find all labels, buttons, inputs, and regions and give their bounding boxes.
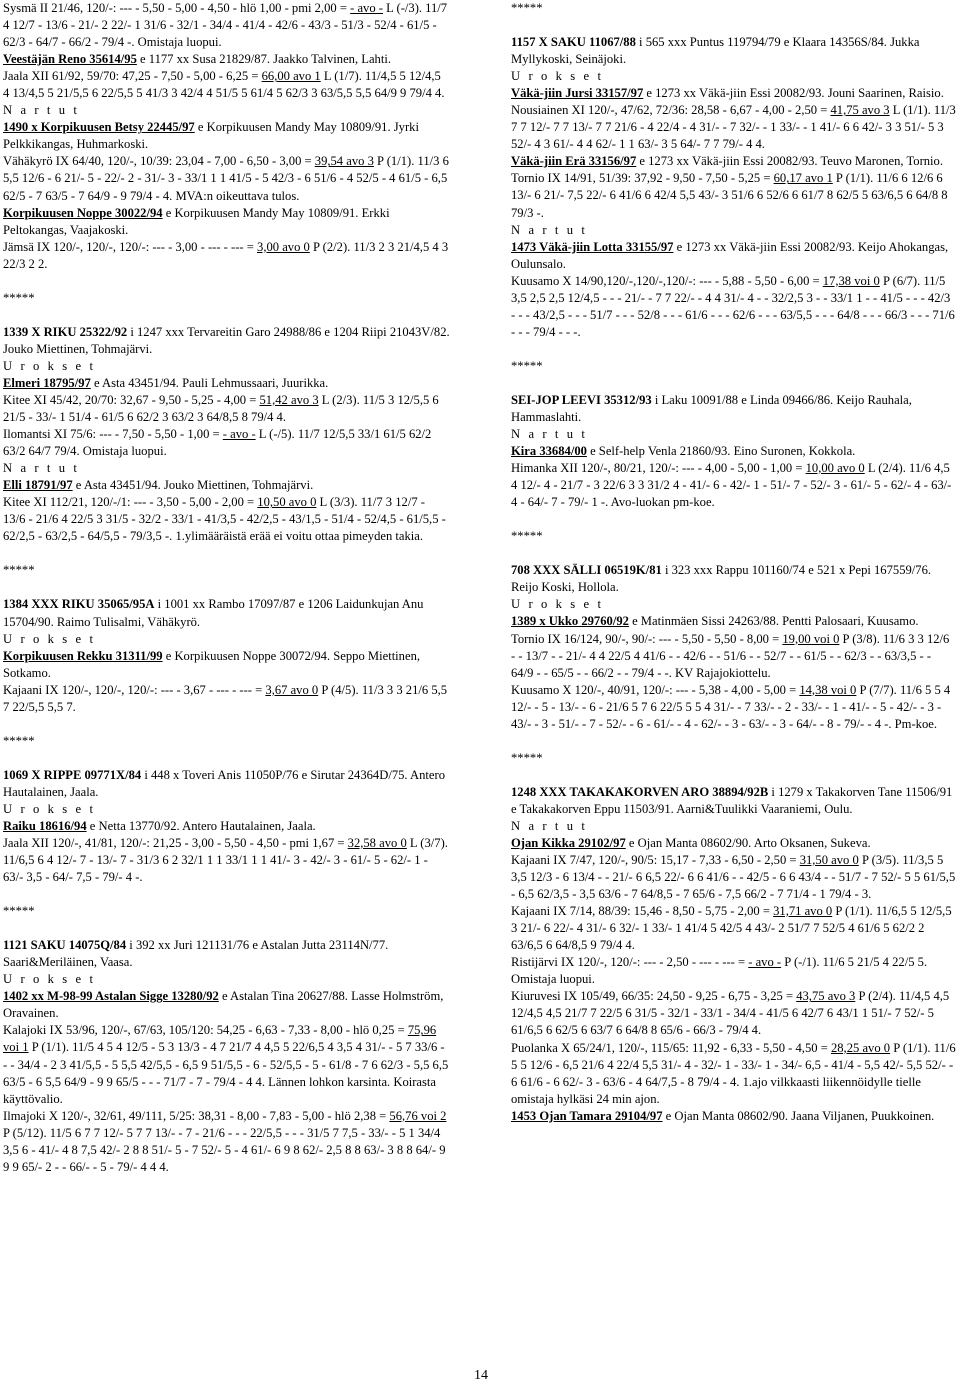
text-run: e Ojan Manta 08602/90. Arto Oksanen, Sukeva.: [625, 835, 871, 850]
paragraph: [511, 835, 956, 852]
paragraph: [3, 392, 450, 426]
paragraph: [511, 988, 956, 1039]
paragraph: [511, 34, 956, 68]
score-result: 75,96 voi 1: [3, 1023, 437, 1055]
text-run: i 565 xxx Puntus 119794/79 e Klaara 14356S/84. Jukka Myllykoski, Seinäjoki.: [511, 35, 920, 67]
text-run: Himanka XII 120/-, 80/21, 120/-: --- - 4,00 - 5,00 - 1,00 =: [511, 461, 806, 476]
text-run: Vähäkyrö IX 64/40, 120/-, 10/39: 23,04 - 7,00 - 6,50 - 3,00 =: [3, 154, 315, 169]
dog-name: 1389 x Ukko 29760/92: [511, 614, 629, 629]
paragraph: [511, 631, 956, 682]
sire-entry: 1157 X SAKU 11067/88: [511, 35, 636, 50]
paragraph: [511, 682, 956, 733]
text-run: e Ojan Manta 08602/90. Jaana Viljanen, Puukkoinen.: [662, 1108, 935, 1123]
text-run: Sysmä II 21/46, 120/-: --- - 5,50 - 5,00 - 4,50 - hlö 1,00 - pmi 2,00 =: [3, 1, 351, 15]
section-heading: U r o k s e t: [3, 358, 96, 373]
paragraph: [3, 835, 450, 886]
dog-name: Elmeri 18795/97: [3, 375, 91, 390]
text-run: Kitee XI 45/42, 20/70: 32,67 - 9,50 - 5,25 - 4,00 =: [3, 392, 260, 407]
sire-entry: 1339 X RIKU 25322/92: [3, 324, 128, 339]
text-run: Kajaani IX 7/47, 120/-, 90/5: 15,17 - 7,33 - 6,50 - 2,50 =: [511, 853, 800, 868]
sire-entry: 1384 XXX RIKU 35065/95A: [3, 597, 155, 612]
text-run: L (2/4). 11/6 4,5 4 12/- 4 - 21/7 - 3 22/6 3 3 31/2 4 - 41/- 6 - 42/- 1 - 51/- 7 - 52/- 3 - 61/- 5 - 62/- 4 - 63/- 4 - 64/- 7 - 79/- 1 -. Avo-luokan pm-koe.: [511, 461, 952, 510]
sire-entry: 708 XXX SÄLLI 06519K/81: [511, 563, 662, 578]
score-result: 3,00 avo 0: [257, 239, 310, 254]
paragraph: [511, 102, 956, 153]
spacer: [511, 733, 956, 750]
text-run: i 323 xxx Rappu 101160/74 e 521 x Pepi 167559/76. Reijo Koski, Hollola.: [511, 563, 932, 595]
score-result: - avo -: [222, 427, 256, 442]
paragraph: [3, 290, 450, 307]
paragraph: [511, 528, 956, 545]
score-result: 3,67 avo 0: [265, 682, 319, 697]
paragraph: [3, 477, 450, 494]
text-run: Kuusamo X 120/-, 40/91, 120/-: --- - 5,38 - 4,00 - 5,00 =: [511, 682, 800, 697]
text-run: e Asta 43451/94. Pauli Lehmussaari, Juurikka.: [90, 375, 329, 390]
paragraph: [511, 443, 956, 460]
paragraph: [511, 954, 956, 988]
score-result: 14,38 voi 0: [799, 682, 857, 697]
text-run: i 392 xx Juri 121131/76 e Astalan Jutta 23114N/77. Saari&Meriläinen, Vaasa.: [3, 938, 389, 970]
text-run: Tornio IX 16/124, 90/-, 90/-: --- - 5,50 - 5,50 - 8,00 =: [511, 631, 783, 646]
text-run: Kitee XI 112/21, 120/-/1: --- - 3,50 - 5,00 - 2,00 =: [3, 495, 258, 510]
dog-name: Ojan Kikka 29102/97: [511, 835, 626, 850]
section-heading: U r o k s e t: [3, 972, 96, 987]
score-result: 66,00 avo 1: [261, 69, 321, 84]
text-run: i 1247 xxx Tervareitin Garo 24988/86 e 1204 Riipi 21043V/82. Jouko Miettinen, Tohmajärvi.: [3, 324, 450, 356]
paragraph: [3, 733, 450, 750]
text-run: P (1/1). 11/3 6 5,5 12/6 - 6 21/- 5 - 22/- 2 - 31/- 3 - 33/1 1 1 41/5 - 5 42/3 - 6 51/6 - 4 52/5 - 4 61/5 - 6,5 62/5 - 7 63/5 - 7 64/9 - 9 79/4 - 4. MVA:n oikeuttava tulos.: [3, 154, 449, 203]
text-run: Kuusamo X 14/90,120/-,120/-,120/-: --- - 5,88 - 5,50 - 6,00 =: [511, 273, 823, 288]
text-run: P (5/12). 11/5 6 7 7 12/- 5 7 7 13/- - 7 - 21/6 - - - 22/5,5 - - - 31/5 7 7,5 - 33/- - 5 1 34/4 3,5 6 - 41/- 4 8 7,5 42/- 2 8 8 51/- 5 - 7 52/- 5 - 4 61/- 6 9 8 62/- 2,5 8 8 63/- 3 8 8 64/- 9 9 9 65/- 2 - - 66/- - 5 - 79/- 4 4 4.: [3, 1125, 446, 1174]
text-run: *****: [511, 358, 543, 373]
text-run: e 1177 xx Susa 21829/87. Jaakko Talvinen, Lahti.: [136, 52, 391, 67]
paragraph: [511, 903, 956, 954]
text-run: i 1001 xx Rambo 17097/87 e 1206 Laidunkujan Anu 15704/90. Raimo Tulisalmi, Vähäkyrö.: [3, 597, 424, 629]
paragraph: [3, 119, 450, 153]
spacer: [511, 17, 956, 34]
paragraph: [511, 170, 956, 221]
score-result: 10,00 avo 0: [805, 461, 865, 476]
paragraph: [3, 682, 450, 716]
text-run: e Korpikuusen Mandy May 10809/91. Erkki Peltokangas, Vaajakoski.: [3, 205, 390, 237]
paragraph: [3, 51, 450, 68]
paragraph: [3, 375, 450, 392]
score-result: 41,75 avo 3: [830, 103, 890, 118]
text-run: e Astalan Tina 20627/88. Lasse Holmström, Oravainen.: [3, 989, 444, 1021]
score-result: 28,25 avo 0: [830, 1040, 891, 1055]
dog-name: Korpikuusen Rekku 31311/99: [3, 648, 163, 663]
score-result: 43,75 avo 3: [796, 989, 856, 1004]
text-run: i 448 x Toveri Anis 11050P/76 e Sirutar 24364D/75. Antero Hautalainen, Jaala.: [3, 767, 445, 799]
dog-name: 1473 Väkä-jiin Lotta 33155/97: [511, 239, 674, 254]
score-result: 56,76 voi 2: [389, 1108, 447, 1123]
text-run: Kajaani IX 7/14, 88/39: 15,46 - 8,50 - 5,75 - 2,00 =: [511, 904, 774, 919]
text-run: P (-/1). 11/6 5 21/5 4 22/5 5. Omistaja luopui.: [511, 955, 928, 987]
section-heading: U r o k s e t: [511, 69, 604, 84]
text-run: *****: [511, 750, 543, 765]
text-run: Jaala XII 120/-, 41/81, 120/-: 21,25 - 3,00 - 5,50 - 4,50 - pmi 1,67 =: [3, 836, 348, 851]
text-run: P (3/5). 11/3,5 5 3,5 12/3 - 6 13/4 - - 21/- 6 6,5 22/- 6 6 41/6 - - 42/5 - 6 6 43/4 - - 51/7 - 7 52/- 5 5 61/5,5 - 6,5 62/3,5 - 3,5 63/6 - 7 64/8,5 - 7 65/6 - 7,5 66/2 - 7 71/4 - 1 79/4 - 3.: [511, 853, 956, 902]
paragraph: [511, 0, 956, 17]
text-run: L (-/3). 11/7 4 12/7 - 13/6 - 21/- 2 22/- 1 31/6 - 32/1 - 34/4 - 41/4 - 42/6 - 43/3 - 51/3 - 52/4 - 61/5 - 62/3 - 64/7 - 66/2 - 79/4 -. Omistaja luopui.: [3, 1, 448, 50]
text-run: L (1/7). 11/4,5 5 12/4,5 4 13/4,5 5 21/5,5 6 22/5,5 5 41/3 3 42/4 4 51/5 5 61/4 5 62/3 3 63/5,5 5,5 64/9 9 79/4 4.: [3, 69, 445, 101]
paragraph: [3, 494, 450, 545]
paragraph: [3, 767, 450, 801]
text-run: L (3/7). 11/6,5 6 4 12/- 7 - 13/- 7 - 31/3 6 2 32/1 1 1 33/1 1 1 41/- 3 - 42/- 3 - 61/- 5 - 62/- 1 - 63/- 3,5 - 64/- 7,5 - 79/- 4 -.: [3, 836, 448, 885]
paragraph: [3, 324, 450, 358]
spacer: [511, 511, 956, 528]
paragraph: [511, 1040, 956, 1108]
spacer: [3, 920, 450, 937]
sire-entry: 1248 XXX TAKAKAKORVEN ARO 38894/92B: [511, 784, 769, 799]
text-run: e Self-help Venla 21860/93. Eino Suronen, Kokkola.: [586, 444, 856, 459]
text-run: Ilmajoki X 120/-, 32/61, 49/111, 5/25: 38,31 - 8,00 - 7,83 - 5,00 - hlö 2,38 =: [3, 1108, 390, 1123]
spacer: [511, 545, 956, 562]
section-heading: U r o k s e t: [511, 597, 604, 612]
text-run: i 1279 x Takakorven Tane 11506/91 e Takakakorven Eppu 11503/91. Aarni&Tuulikki Vaaraniemi, Oulu.: [511, 784, 953, 816]
paragraph: [3, 818, 450, 835]
text-run: *****: [511, 529, 543, 544]
score-result: 60,17 avo 1: [773, 171, 833, 186]
dog-name: Väkä-jiin Jursi 33157/97: [511, 86, 644, 101]
text-run: Nousiainen XI 120/-, 47/62, 72/36: 28,58 - 6,67 - 4,00 - 2,50 =: [511, 103, 831, 118]
paragraph: [511, 852, 956, 903]
score-result: 19,00 voi 0: [782, 631, 840, 646]
text-run: *****: [3, 563, 35, 578]
paragraph: [511, 273, 956, 341]
dog-name: 1402 xx M-98-99 Astalan Sigge 13280/92: [3, 989, 219, 1004]
text-run: P (1/1). 11/5 4 5 4 12/5 - 5 3 13/3 - 4 7 21/7 4 4,5 5 22/6,5 4 3,5 4 31/- - 5 7 33/6 - - - 34/4 - 2 3 41/5,5 - 5 5,5 42/5,5 - 6,5 9 51/5,5 - 6 - 52/5,5 - 5 - 61/8 - 7 6 62/3 - 5,5 6,5 63/5 - 6 5,5 64/9 - 9 9 65/5 - - - 71/7 - 7 - 79/4 - 4 4. Lännen lohkon karsinta. Koirasta käyttövalio.: [3, 1040, 449, 1106]
paragraph: [511, 1108, 956, 1125]
paragraph: [3, 68, 450, 102]
dog-name: Väkä-jiin Erä 33156/97: [511, 154, 637, 169]
paragraph: [3, 1022, 450, 1107]
text-run: Puolanka X 65/24/1, 120/-, 115/65: 11,92 - 6,33 - 5,50 - 4,50 =: [511, 1040, 831, 1055]
text-run: Ilomantsi XI 75/6: --- - 7,50 - 5,50 - 1,00 =: [3, 427, 223, 442]
dog-name: Kira 33684/00: [511, 444, 587, 459]
text-run: e Korpikuusen Mandy May 10809/91. Jyrki Pelkkikangas, Huhmarkoski.: [3, 120, 419, 152]
paragraph: [511, 358, 956, 375]
sire-entry: 1121 SAKU 14075Q/84: [3, 938, 127, 953]
text-run: P (6/7). 11/5 3,5 2,5 2,5 12/4,5 - - - 21/- - 7 7 22/- - 4 4 31/- 4 - - 32/2,5 3 - - 33/1 1 - - 41/5 - - - 42/3 - - - 43/2,5 - - - 51/7 - - - 52/8 - - - 61/6 - - - 62/6 - - - 63/5,5 - - - 64/8 - - - 66/3 - - - 71/6 - - - 79/4 - - -.: [511, 273, 955, 339]
section-heading: U r o k s e t: [3, 631, 96, 646]
paragraph: [3, 426, 450, 460]
spacer: [3, 273, 450, 290]
text-run: L (3/3). 11/7 3 12/7 - 13/6 - 21/6 4 22/5 3 31/5 - 32/2 - 33/1 - 41/3,5 - 42/2,5 - 43/1,5 - 51/4 - 52/4,5 - 61/5,5 - 62/2,5 - 63/2,5 - 64/5,5 - 79/3,5 -. 1.ylimääräistä erää ei voitu ottaa pimeyden takia.: [3, 495, 446, 544]
text-run: P (1/1). 11/6,5 5 12/5,5 3 21/- 6 22/- 4 31/- 6 32/- 1 33/- 1 41/4 5 42/5 4 43/- 2 51/7 7 52/5 4 61/6 5 62/2 2 63/6,5 6 64/8,5 9 79/4 4.: [511, 904, 952, 953]
text-run: e Asta 43451/94. Jouko Miettinen, Tohmajärvi.: [72, 478, 314, 493]
dog-name: Elli 18791/97: [3, 478, 73, 493]
section-heading: N a r t u t: [3, 461, 80, 476]
text-run: P (2/2). 11/3 2 3 21/4,5 4 3 22/3 2 2.: [3, 239, 449, 271]
spacer: [3, 579, 450, 596]
text-run: Kalajoki IX 53/96, 120/-, 67/63, 105/120: 54,25 - 6,63 - 7,33 - 8,00 - hlö 0,25 =: [3, 1023, 408, 1038]
dog-name: Raiku 18616/94: [3, 818, 87, 833]
text-run: P (4/5). 11/3 3 3 21/6 5,5 7 22/5,5 5,5 7.: [3, 682, 448, 714]
text-run: P (2/4). 11/4,5 4,5 12/4,5 4,5 21/7 7 22/5 6 31/5 - 32/1 - 33/1 - 34/4 - 41/5 6 42/7 6 43/1 1 51/- 7 52/- 5 61/6,5 6 62/5 6 63/7 6 64/8 8 65/6 - 66/3 - 79/4 4.: [511, 989, 950, 1038]
section-heading: N a r t u t: [3, 103, 80, 118]
score-result: 17,38 voi 0: [822, 273, 880, 288]
paragraph: [3, 1108, 450, 1176]
dog-name: 1490 x Korpikuusen Betsy 22445/97: [3, 120, 195, 135]
paragraph: [511, 613, 956, 630]
spacer: [511, 767, 956, 784]
paragraph: [511, 85, 956, 102]
score-result: 31,71 avo 0: [773, 904, 833, 919]
text-run: e 1273 xx Väkä-jiin Essi 20082/93. Teuvo Maronen, Tornio.: [636, 154, 944, 169]
text-run: e Matinmäen Sissi 24263/88. Pentti Palosaari, Kuusamo.: [628, 614, 919, 629]
text-run: P (1/1). 11/6 5 5 12/6 - 6,5 21/6 4 22/4 5,5 31/- 4 - 32/- 1 - 33/- 1 - 34/- 6,5 - 41/4 - 5,5 42/- 5,5 52/- - 6 61/6 - 6 62/- 3 - 63/6 - 4 64/7,5 - 8 79/4 - 4. 1.ajo vilkkaasti liikennöidylle tielle omistaja hylkäsi 24 min ajon.: [511, 1040, 956, 1106]
section-heading: N a r t u t: [511, 222, 588, 237]
paragraph: [3, 903, 450, 920]
spacer: [3, 750, 450, 767]
text-run: P (7/7). 11/6 5 5 4 12/- - 5 - 13/- - 6 - 21/6 5 7 6 22/5 5 5 4 31/- - 7 33/- - 2 - 33/- - 1 - 41/- - 5 - 42/- - 3 - 43/- - 3 - 51/- - 7 - 52/- - 6 - 61/- - 4 - 62/- - 3 - 63/- - 3 - 64/- - 8 - 79/- - 4 -. Pm-koe.: [511, 682, 951, 731]
text-run: e 1273 xx Väkä-jiin Essi 20082/93. Jouni Saarinen, Raisio.: [643, 86, 944, 101]
text-run: Jämsä IX 120/-, 120/-, 120/-: --- - 3,00 - --- - --- =: [3, 239, 258, 254]
text-run: L (2/3). 11/5 3 12/5,5 6 21/5 - 33/- 1 51/4 - 61/5 6 62/2 3 63/2 3 64/8,5 8 79/4 4.: [3, 392, 439, 425]
paragraph: [3, 239, 450, 273]
paragraph: [3, 648, 450, 682]
paragraph: [511, 153, 956, 170]
sire-entry: 1069 X RIPPE 09771X/84: [3, 767, 142, 782]
paragraph: [3, 0, 450, 51]
score-result: 51,42 avo 3: [259, 392, 319, 407]
paragraph: [511, 460, 956, 511]
section-heading: N a r t u t: [511, 818, 588, 833]
text-run: e Korpikuusen Noppe 30072/94. Seppo Miettinen, Sotkamo.: [3, 648, 421, 680]
paragraph: [3, 988, 450, 1022]
score-result: 10,50 avo 0: [257, 495, 317, 510]
score-result: 32,58 avo 0: [347, 836, 407, 851]
paragraph: [3, 562, 450, 579]
score-result: 31,50 avo 0: [799, 853, 859, 868]
paragraph: [511, 750, 956, 767]
text-run: Ristijärvi IX 120/-, 120/-: --- - 2,50 - --- - --- =: [511, 955, 749, 970]
text-run: e 1273 xx Väkä-jiin Essi 20082/93. Keijo Ahokangas, Oulunsalo.: [511, 239, 949, 271]
spacer: [3, 886, 450, 903]
score-result: 39,54 avo 3: [314, 154, 374, 169]
text-run: *****: [511, 1, 543, 15]
section-heading: N a r t u t: [511, 427, 588, 442]
score-result: - avo -: [748, 955, 782, 970]
paragraph: [511, 784, 956, 818]
text-run: L (-/5). 11/7 12/5,5 33/1 61/5 62/2 63/2 64/7 79/4. Omistaja luopui.: [3, 427, 432, 459]
text-run: Kajaani IX 120/-, 120/-, 120/-: --- - 3,67 - --- - --- =: [3, 682, 266, 697]
text-run: Tornio IX 14/91, 51/39: 37,92 - 9,50 - 7,50 - 5,25 =: [511, 171, 774, 186]
text-run: i Laku 10091/88 e Linda 09466/86. Keijo Rauhala, Hammaslahti.: [511, 392, 912, 424]
dog-name: Korpikuusen Noppe 30022/94: [3, 205, 163, 220]
spacer: [511, 375, 956, 392]
spacer: [511, 341, 956, 358]
sire-entry: SEI-JOP LEEVI 35312/93: [511, 392, 652, 407]
text-run: *****: [3, 290, 35, 305]
dog-name: 1453 Ojan Tamara 29104/97: [511, 1108, 663, 1123]
page-number: 14: [474, 1368, 488, 1383]
text-run: *****: [3, 904, 35, 919]
paragraph: [511, 239, 956, 273]
text-run: Jaala XII 61/92, 59/70: 47,25 - 7,50 - 5,00 - 6,25 =: [3, 69, 262, 84]
paragraph: [3, 205, 450, 239]
spacer: [3, 545, 450, 562]
paragraph: [511, 562, 956, 596]
text-run: L (1/1). 11/3 7 7 12/- 7 7 13/- 7 7 21/6 - 4 22/4 - 4 31/- - 7 32/- - 1 33/- - 1 41/- 6 6 42/- 3 3 51/- 5 3 52/- 4 3 61/- 4 4 62/- 1 1 63/- 3 5 64/- 7 7 79/- 4 4.: [511, 103, 956, 152]
paragraph: [3, 937, 450, 971]
score-result: - avo -: [350, 1, 383, 15]
paragraph: [3, 153, 450, 204]
left-column: [3, 0, 450, 1176]
text-run: e Netta 13770/92. Antero Hautalainen, Jaala.: [86, 818, 316, 833]
spacer: [3, 307, 450, 324]
text-run: *****: [3, 733, 35, 748]
dog-name: Veestäjän Reno 35614/95: [3, 52, 137, 67]
text-run: Kiuruvesi IX 105/49, 66/35: 24,50 - 9,25 - 6,75 - 3,25 =: [511, 989, 797, 1004]
paragraph: [3, 596, 450, 630]
text-run: P (1/1). 11/6 6 12/6 6 13/- 6 21/- 7,5 22/- 6 41/6 6 42/4 5,5 43/- 3 51/6 6 52/6 6 61/7 8 62/5 5 63/6,5 6 64/8 8 79/3 -.: [511, 171, 948, 220]
paragraph: [511, 392, 956, 426]
right-column: [511, 0, 956, 1125]
spacer: [3, 716, 450, 733]
text-run: P (3/8). 11/6 3 3 12/6 - - 13/7 - - 21/- 4 4 22/5 4 41/6 - - 42/6 - - 51/6 - - 52/7 - - 61/5 - - 62/3 - - 63/3,5 - - 64/9 - - 65/5 - - 66/2 - - 79/4 - -. KV Rajajokiottelu.: [511, 631, 950, 680]
section-heading: U r o k s e t: [3, 801, 96, 816]
